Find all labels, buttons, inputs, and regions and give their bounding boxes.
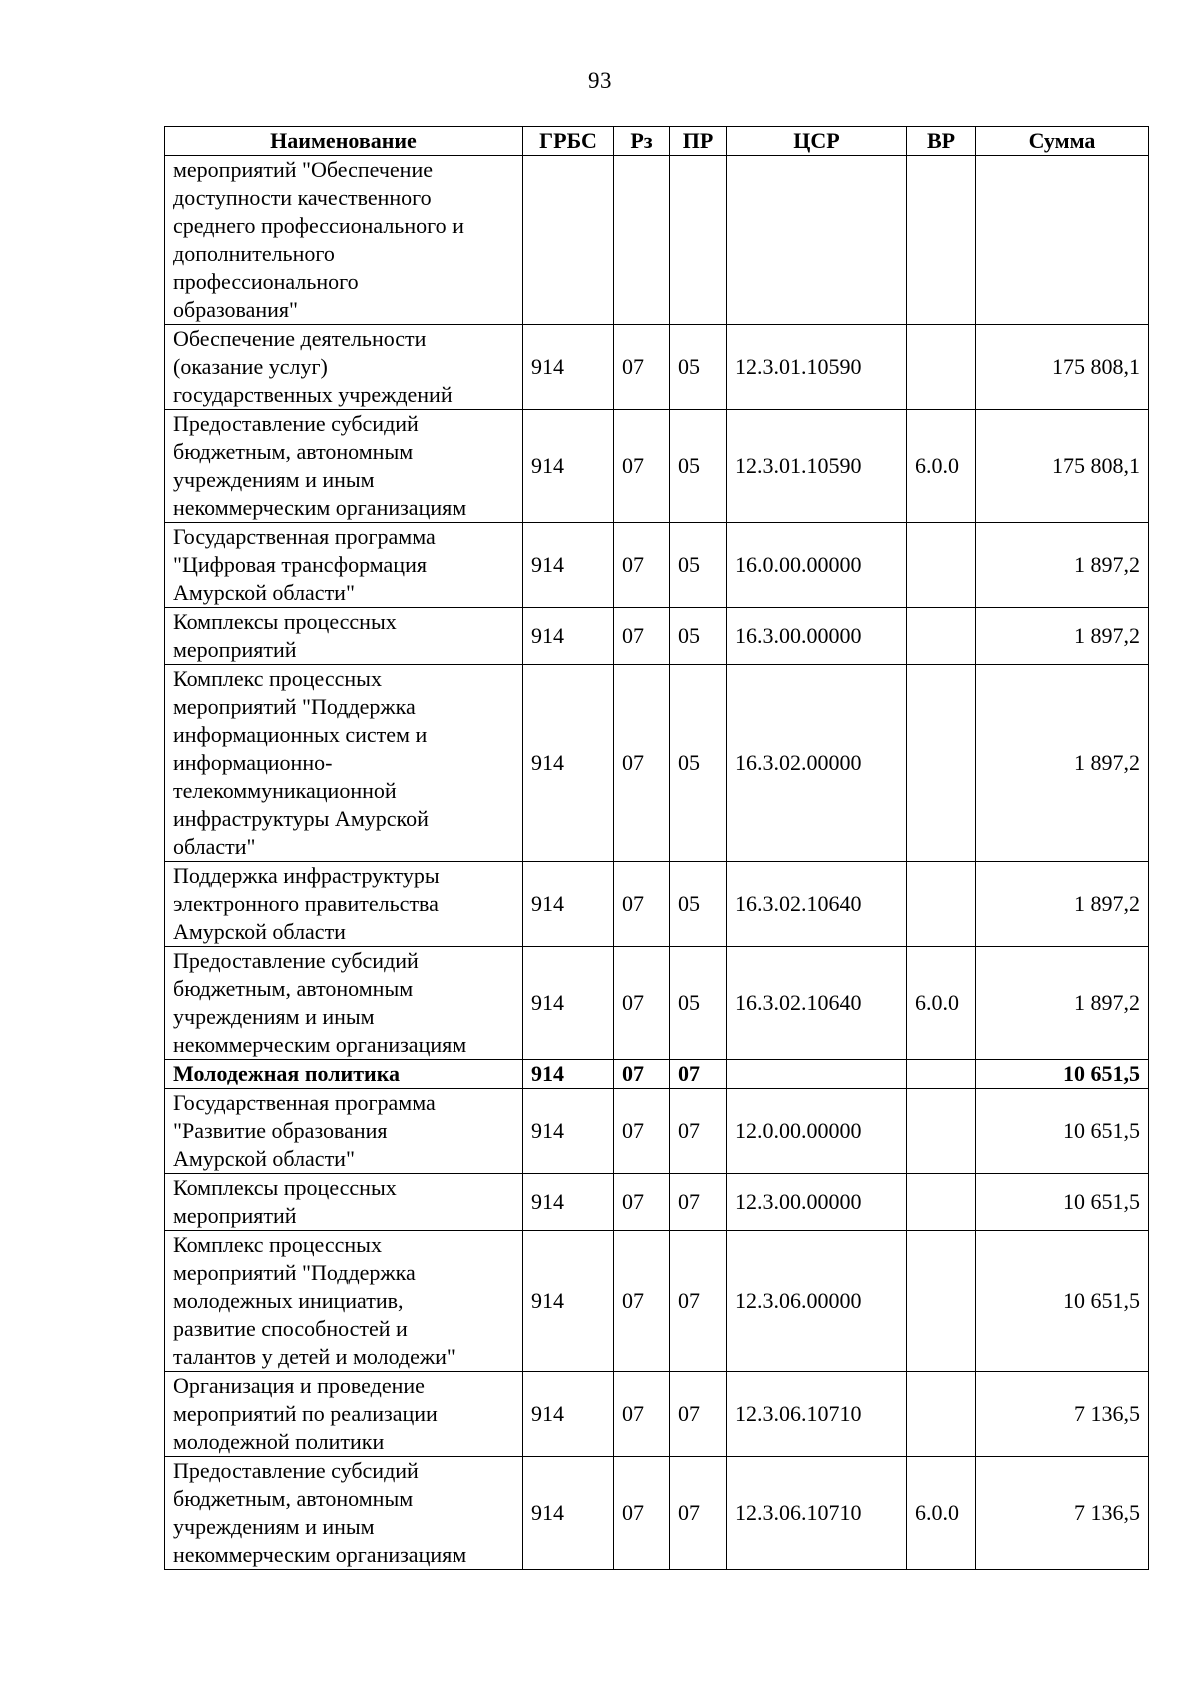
cell-csr: 16.3.00.00000 (727, 608, 907, 665)
cell-name: Государственная программа "Цифровая трансформация Амурской области" (165, 523, 523, 608)
cell-csr: 12.3.06.10710 (727, 1372, 907, 1457)
cell-csr (727, 1060, 907, 1089)
table-header-row (165, 127, 1149, 156)
cell-sum: 10 651,5 (976, 1174, 1149, 1231)
cell-sum: 1 897,2 (976, 608, 1149, 665)
table-row (165, 1372, 1149, 1457)
table-row (165, 1457, 1149, 1570)
cell-name: Предоставление субсидий бюджетным, автономным учреждениям и иным некоммерческим организациям (165, 410, 523, 523)
cell-grbs: 914 (523, 1060, 614, 1089)
cell-pr: 07 (670, 1457, 727, 1570)
cell-pr (670, 156, 727, 325)
table-row (165, 665, 1149, 862)
cell-rz: 07 (614, 410, 670, 523)
cell-pr: 07 (670, 1372, 727, 1457)
cell-sum: 1 897,2 (976, 665, 1149, 862)
cell-grbs: 914 (523, 947, 614, 1060)
cell-csr: 12.3.00.00000 (727, 1174, 907, 1231)
cell-name: Предоставление субсидий бюджетным, автономным учреждениям и иным некоммерческим организациям (165, 1457, 523, 1570)
header-pr: ПР (670, 127, 727, 156)
cell-pr: 05 (670, 862, 727, 947)
cell-sum (976, 156, 1149, 325)
cell-vr (907, 1060, 976, 1089)
cell-rz: 07 (614, 608, 670, 665)
cell-rz: 07 (614, 665, 670, 862)
cell-grbs: 914 (523, 1174, 614, 1231)
cell-vr (907, 1231, 976, 1372)
cell-name: Обеспечение деятельности (оказание услуг) государственных учреждений (165, 325, 523, 410)
cell-pr: 05 (670, 665, 727, 862)
cell-sum: 7 136,5 (976, 1457, 1149, 1570)
cell-name: Предоставление субсидий бюджетным, автономным учреждениям и иным некоммерческим организациям (165, 947, 523, 1060)
cell-rz: 07 (614, 325, 670, 410)
cell-csr: 16.0.00.00000 (727, 523, 907, 608)
table-row (165, 947, 1149, 1060)
cell-rz: 07 (614, 1231, 670, 1372)
cell-grbs: 914 (523, 608, 614, 665)
cell-vr (907, 665, 976, 862)
table-row (165, 156, 1149, 325)
header-name: Наименование (165, 127, 523, 156)
cell-vr (907, 862, 976, 947)
budget-table (164, 126, 1149, 1570)
cell-pr: 05 (670, 410, 727, 523)
cell-rz: 07 (614, 1372, 670, 1457)
cell-name: Комплекс процессных мероприятий "Поддержка молодежных инициатив, развитие способностей и талантов у детей и молодежи" (165, 1231, 523, 1372)
table-row (165, 1174, 1149, 1231)
cell-csr: 12.3.01.10590 (727, 325, 907, 410)
cell-vr (907, 523, 976, 608)
cell-grbs: 914 (523, 862, 614, 947)
cell-grbs: 914 (523, 665, 614, 862)
cell-csr: 12.0.00.00000 (727, 1089, 907, 1174)
cell-rz: 07 (614, 523, 670, 608)
cell-csr: 16.3.02.00000 (727, 665, 907, 862)
table-row (165, 608, 1149, 665)
cell-grbs (523, 156, 614, 325)
header-csr: ЦСР (727, 127, 907, 156)
table-row (165, 862, 1149, 947)
cell-sum: 10 651,5 (976, 1060, 1149, 1089)
cell-vr: 6.0.0 (907, 1457, 976, 1570)
cell-vr (907, 608, 976, 665)
header-vr: ВР (907, 127, 976, 156)
header-sum: Сумма (976, 127, 1149, 156)
cell-csr: 12.3.01.10590 (727, 410, 907, 523)
cell-pr: 07 (670, 1060, 727, 1089)
cell-vr (907, 1089, 976, 1174)
cell-pr: 07 (670, 1174, 727, 1231)
table-row (165, 523, 1149, 608)
cell-name: Комплекс процессных мероприятий "Поддержка информационных систем и информационно- телекоммуникационной инфраструктуры Амурской области" (165, 665, 523, 862)
cell-pr: 05 (670, 947, 727, 1060)
cell-sum: 175 808,1 (976, 410, 1149, 523)
header-rz: Рз (614, 127, 670, 156)
table-row (165, 325, 1149, 410)
page-number: 93 (588, 68, 612, 93)
cell-csr: 12.3.06.00000 (727, 1231, 907, 1372)
cell-name: мероприятий "Обеспечение доступности качественного среднего профессионального и дополнительного профессионального образования" (165, 156, 523, 325)
cell-rz: 07 (614, 1060, 670, 1089)
cell-rz: 07 (614, 1089, 670, 1174)
cell-pr: 07 (670, 1089, 727, 1174)
cell-sum: 175 808,1 (976, 325, 1149, 410)
cell-vr (907, 1174, 976, 1231)
cell-csr: 16.3.02.10640 (727, 862, 907, 947)
table-row (165, 1089, 1149, 1174)
cell-sum: 1 897,2 (976, 862, 1149, 947)
cell-sum: 10 651,5 (976, 1231, 1149, 1372)
cell-name: Комплексы процессных мероприятий (165, 1174, 523, 1231)
cell-name: Поддержка инфраструктуры электронного правительства Амурской области (165, 862, 523, 947)
cell-grbs: 914 (523, 325, 614, 410)
table-row (165, 1060, 1149, 1089)
cell-vr (907, 156, 976, 325)
cell-csr (727, 156, 907, 325)
cell-grbs: 914 (523, 523, 614, 608)
cell-grbs: 914 (523, 1089, 614, 1174)
cell-rz: 07 (614, 947, 670, 1060)
cell-vr (907, 1372, 976, 1457)
cell-pr: 05 (670, 608, 727, 665)
cell-pr: 05 (670, 523, 727, 608)
cell-sum: 1 897,2 (976, 523, 1149, 608)
cell-grbs: 914 (523, 1372, 614, 1457)
table-row (165, 410, 1149, 523)
cell-name: Государственная программа "Развитие образования Амурской области" (165, 1089, 523, 1174)
cell-rz (614, 156, 670, 325)
cell-name: Комплексы процессных мероприятий (165, 608, 523, 665)
table-row (165, 1231, 1149, 1372)
header-grbs: ГРБС (523, 127, 614, 156)
cell-grbs: 914 (523, 410, 614, 523)
cell-grbs: 914 (523, 1231, 614, 1372)
cell-csr: 16.3.02.10640 (727, 947, 907, 1060)
cell-vr: 6.0.0 (907, 947, 976, 1060)
cell-name: Молодежная политика (165, 1060, 523, 1089)
cell-vr (907, 325, 976, 410)
cell-sum: 10 651,5 (976, 1089, 1149, 1174)
cell-sum: 7 136,5 (976, 1372, 1149, 1457)
cell-vr: 6.0.0 (907, 410, 976, 523)
cell-rz: 07 (614, 1174, 670, 1231)
cell-sum: 1 897,2 (976, 947, 1149, 1060)
cell-rz: 07 (614, 862, 670, 947)
cell-pr: 05 (670, 325, 727, 410)
cell-rz: 07 (614, 1457, 670, 1570)
cell-pr: 07 (670, 1231, 727, 1372)
cell-name: Организация и проведение мероприятий по реализации молодежной политики (165, 1372, 523, 1457)
cell-grbs: 914 (523, 1457, 614, 1570)
table-body (165, 156, 1149, 1570)
cell-csr: 12.3.06.10710 (727, 1457, 907, 1570)
